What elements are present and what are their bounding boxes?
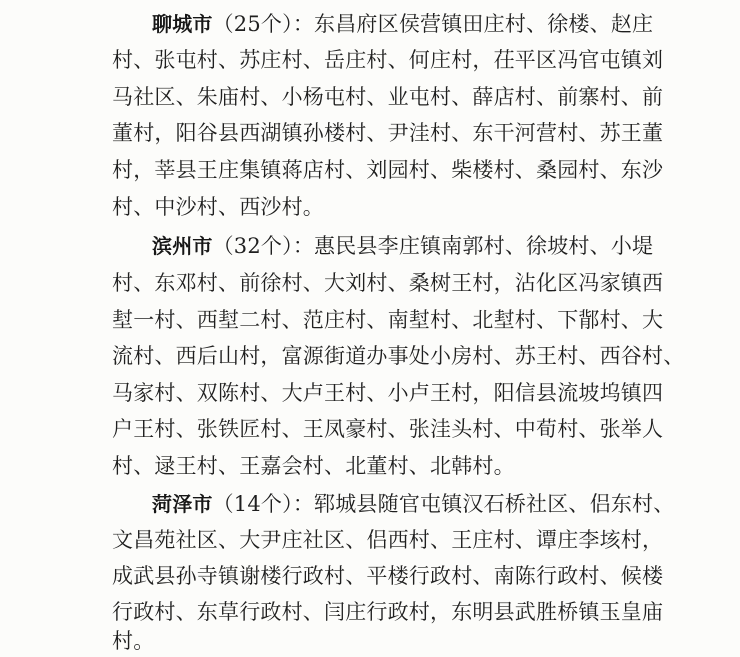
section-heze-line-3: 成武县孙寺镇谢楼行政村、平楼行政村、南陈行政村、候楼 bbox=[112, 564, 664, 588]
section-binzhou-line-2: 村、东邓村、前徐村、大刘村、桑树王村，沾化区冯家镇西 bbox=[112, 271, 664, 295]
section-liaocheng-line-1 bbox=[152, 10, 672, 38]
section-heze-line-1 bbox=[152, 490, 675, 518]
section-heze-line-4: 行政村、东草行政村、闫庄行政村，东明县武胜桥镇玉皇庙 bbox=[112, 600, 664, 624]
section-binzhou-line-4: 流村、西后山村，富源街道办事处小房村、苏王村、西谷村、 bbox=[112, 344, 685, 368]
section-binzhou-line-5: 马家村、双陈村、大卢王村、小卢王村，阳信县流坡坞镇四 bbox=[112, 381, 664, 405]
section-liaocheng-line-5: 村，莘县王庄集镇蒋店村、刘园村、柴楼村、桑园村、东沙 bbox=[112, 158, 664, 182]
section-text: 惠民县李庄镇南郭村、徐坡村、小堤 bbox=[314, 234, 654, 258]
section-binzhou-line-6: 户王村、张铁匠村、王凤豪村、张洼头村、中荀村、张举人 bbox=[112, 417, 664, 441]
section-liaocheng-line-4: 董村，阳谷县西湖镇孙楼村、尹洼村、东干河营村、苏王董 bbox=[112, 121, 664, 145]
section-count: （14个）： bbox=[212, 492, 315, 516]
section-liaocheng-line-3: 马社区、朱庙村、小杨屯村、业屯村、薛店村、前寨村、前 bbox=[112, 85, 664, 109]
section-binzhou-line-7: 村、逯王村、王嘉会村、北董村、北韩村。 bbox=[112, 454, 515, 478]
section-heze-line-5: 村。 bbox=[112, 629, 155, 653]
section-city-name: 滨州市 bbox=[152, 234, 213, 258]
section-city-name: 菏泽市 bbox=[152, 492, 213, 516]
section-liaocheng-line-6: 村、中沙村、西沙村。 bbox=[112, 195, 324, 219]
section-liaocheng-line-2: 村、张屯村、苏庄村、岳庄村、何庄村，茌平区冯官屯镇刘 bbox=[112, 48, 664, 72]
section-count: （25个）： bbox=[212, 12, 315, 36]
section-binzhou-line-1 bbox=[152, 232, 672, 260]
section-city-name: 聊城市 bbox=[152, 12, 213, 36]
section-text: 郓城县随官屯镇汉石桥社区、侣东村、 bbox=[314, 492, 675, 516]
section-heze-line-2: 文昌苑社区、大尹庄社区、侣西村、王庄村、谭庄李垓村， bbox=[112, 528, 664, 552]
section-count: （32个）： bbox=[212, 234, 315, 258]
section-binzhou-line-3: 堼一村、西堼二村、范庄村、南堼村、北堼村、下鄁村、大 bbox=[112, 308, 664, 332]
section-text: 东昌府区侯营镇田庄村、徐楼、赵庄 bbox=[314, 12, 654, 36]
